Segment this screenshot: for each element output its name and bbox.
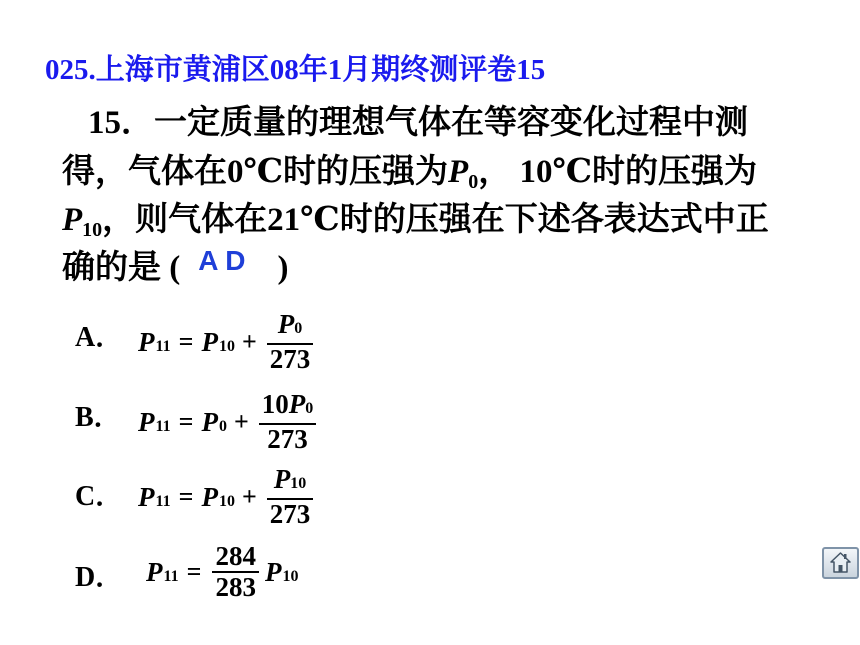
fraction xyxy=(267,465,314,529)
var: P xyxy=(277,309,295,339)
option-c-label: C． xyxy=(75,481,124,512)
subscript: 11 xyxy=(155,337,171,355)
rhs-term xyxy=(201,327,235,358)
var: P xyxy=(201,481,218,512)
subscript: 11 xyxy=(155,492,171,510)
numerator xyxy=(259,390,317,423)
plus-sign: + xyxy=(241,327,257,356)
equals-sign: = xyxy=(178,407,194,436)
pressure-variable: P xyxy=(448,154,469,190)
rhs-term xyxy=(201,482,235,513)
home-icon xyxy=(822,547,859,579)
lhs-term xyxy=(138,482,171,513)
subscript: 0 xyxy=(305,400,314,417)
var: P xyxy=(273,464,291,494)
denominator: 273 xyxy=(259,423,317,454)
plus-sign: + xyxy=(241,482,257,511)
subscript: 11 xyxy=(163,567,179,585)
subscript: 10 xyxy=(218,337,235,355)
answer-text: A D xyxy=(198,245,246,276)
denominator: 283 xyxy=(212,571,259,602)
question-text: ，则气体在21℃时的压强在下述各表达式中正 xyxy=(102,202,769,238)
fraction xyxy=(259,390,317,454)
question-line-2 xyxy=(62,150,757,204)
var: P xyxy=(138,326,155,357)
subscript: 10 xyxy=(218,492,235,510)
numerator: 284 xyxy=(215,541,256,571)
var: P xyxy=(138,481,155,512)
denominator: 273 xyxy=(267,498,314,529)
lhs-term xyxy=(146,557,179,588)
equals-sign: = xyxy=(178,482,194,511)
var: P xyxy=(138,406,155,437)
subscript: 11 xyxy=(155,417,171,435)
numerator xyxy=(275,310,306,343)
numerator xyxy=(271,465,310,498)
subscript: 0 xyxy=(294,320,303,337)
equals-sign: = xyxy=(186,557,202,586)
question-line-3 xyxy=(62,198,769,252)
question-line-4 xyxy=(62,246,288,291)
equals-sign: = xyxy=(178,327,194,356)
option-d-formula xyxy=(146,542,298,602)
subscript: 10 xyxy=(282,567,299,585)
question-text: 确的是 ( xyxy=(62,250,181,286)
denominator: 273 xyxy=(267,343,314,374)
closing-paren: ) xyxy=(277,250,289,286)
option-b-label: B． xyxy=(75,402,122,433)
subscript: 0 xyxy=(218,417,227,435)
var: P xyxy=(201,406,218,437)
lhs-term xyxy=(138,407,171,438)
question-line-1: 15．一定质量的理想气体在等容变化过程中测 xyxy=(88,105,748,141)
plus-sign: + xyxy=(233,407,249,436)
var: P xyxy=(201,326,218,357)
var: P xyxy=(288,389,306,419)
option-c-formula xyxy=(138,464,313,529)
rhs-term xyxy=(265,557,299,588)
option-a-formula xyxy=(138,309,313,374)
fraction xyxy=(212,542,259,602)
option-d-label: D． xyxy=(75,562,124,593)
question-text: 得，气体在0℃时的压强为 xyxy=(62,154,449,190)
question-text: ， 10℃时的压强为 xyxy=(478,154,758,190)
rhs-term xyxy=(201,407,227,438)
pressure-variable: P xyxy=(62,202,83,238)
slide-title: 025.上海市黄浦区08年1月期终测评卷15 xyxy=(45,54,546,86)
pressure-subscript: 10 xyxy=(82,219,103,241)
var: P xyxy=(146,556,163,587)
home-button[interactable] xyxy=(822,547,859,579)
lhs-term xyxy=(138,327,171,358)
option-b-formula xyxy=(138,389,316,454)
coefficient: 10 xyxy=(261,389,289,419)
subscript: 10 xyxy=(290,475,307,492)
fraction xyxy=(267,310,314,374)
pressure-subscript: 0 xyxy=(468,171,479,193)
var: P xyxy=(264,556,282,587)
option-a-label: A． xyxy=(75,322,124,353)
